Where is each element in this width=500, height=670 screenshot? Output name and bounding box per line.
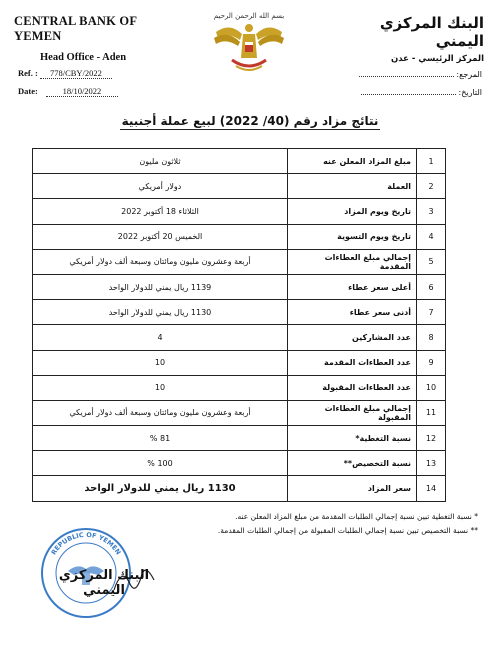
footnotes: [98, 510, 478, 538]
footnote-allocation: ** نسبة التخصيص تبين نسبة إجمالي الطلبات المقبولة من إجمالي الطلبات المقدمة.: [217, 526, 478, 535]
arabic-date-row: [342, 88, 482, 97]
row-label: عدد العطاءات المقبولة: [288, 375, 417, 400]
table-row: [33, 400, 446, 425]
row-number: 9: [417, 350, 446, 375]
arabic-office-name: المركز الرئيسي - عدن: [390, 54, 484, 64]
table-row: [33, 300, 446, 325]
row-number: 12: [417, 426, 446, 451]
row-value: 10: [33, 350, 288, 375]
row-number: 4: [417, 224, 446, 249]
svg-text:REPUBLIC OF YEMEN: [50, 531, 123, 556]
row-value: أربعة وعشرون مليون ومائتان وسبعة ألف دولار أمريكي: [33, 249, 288, 274]
row-value: دولار أمريكي: [33, 174, 288, 199]
arabic-ref-blank: [359, 76, 454, 77]
table-row: [33, 174, 446, 199]
row-value: الثلاثاء 18 أكتوبر 2022: [33, 199, 288, 224]
row-label: تاريخ ويوم المزاد: [288, 199, 417, 224]
arabic-date-blank: [361, 94, 456, 95]
table-row: [33, 149, 446, 174]
row-label: العملة: [288, 174, 417, 199]
row-number: 6: [417, 274, 446, 299]
row-value: 1139 ريال يمني للدولار الواحد: [33, 274, 288, 299]
table-row: [33, 325, 446, 350]
row-number: 13: [417, 451, 446, 476]
row-label: مبلغ المزاد المعلن عنه: [288, 149, 417, 174]
table-row: [33, 224, 446, 249]
row-value: 4: [33, 325, 288, 350]
row-label: عدد المشاركين: [288, 325, 417, 350]
row-label: تاريخ ويوم التسوية: [288, 224, 417, 249]
table-row: [33, 199, 446, 224]
english-bank-name: CENTRAL BANK OF YEMEN: [14, 14, 137, 43]
table-row: [33, 451, 446, 476]
arabic-date-label: التاريخ:: [458, 88, 482, 97]
table-row: [33, 249, 446, 274]
row-number: 7: [417, 300, 446, 325]
row-label: إجمالي مبلغ العطاءات المقدمة: [288, 249, 417, 274]
table-row: [33, 274, 446, 299]
row-number: 11: [417, 400, 446, 425]
row-number: 5: [417, 249, 446, 274]
row-label: إجمالي مبلغ العطاءات المقبولة: [288, 400, 417, 425]
row-value: 1130 ريال يمني للدولار الواحد: [33, 476, 288, 501]
row-number: 3: [417, 199, 446, 224]
english-office-name: Head Office - Aden: [40, 52, 127, 63]
row-label: سعر المزاد: [288, 476, 417, 501]
row-value: 81 %: [33, 426, 288, 451]
table-row: [33, 350, 446, 375]
date-label: Date:: [18, 86, 38, 96]
national-emblem-icon: [210, 8, 288, 78]
date-row: [18, 86, 118, 97]
document-title: نتائج مزاد رقم (40/ 2022) لبيع عملة أجنبية: [121, 114, 379, 128]
row-number: 8: [417, 325, 446, 350]
row-value: الخميس 20 أكتوبر 2022: [33, 224, 288, 249]
emblem-basmala: بسم الله الرحمن الرحيم: [213, 12, 285, 20]
row-value: 10: [33, 375, 288, 400]
arabic-ref-label: المرجع:: [456, 70, 482, 79]
row-label: عدد العطاءات المقدمة: [288, 350, 417, 375]
row-value: ثلاثون مليون: [33, 149, 288, 174]
english-header: [14, 14, 164, 63]
ref-label: Ref. :: [18, 68, 38, 78]
row-label: أدنى سعر عطاء: [288, 300, 417, 325]
table-row: [33, 375, 446, 400]
row-label: أعلى سعر عطاء: [288, 274, 417, 299]
footnote-coverage: * نسبة التغطية تبين نسبة إجمالي الطلبات المقدمة من مبلغ المزاد المعلن عنه.: [235, 512, 478, 521]
row-value: 1130 ريال يمني للدولار الواحد: [33, 300, 288, 325]
arabic-ref-row: [342, 70, 482, 79]
date-value: 18/10/2022: [46, 86, 118, 97]
row-value: 100 %: [33, 451, 288, 476]
row-label: نسبة التغطية*: [288, 426, 417, 451]
ref-value: 778/CBY/2022: [40, 68, 112, 79]
stamp-bank-name: البنك المركزي اليمني: [58, 568, 150, 598]
auction-results-table: [32, 148, 446, 502]
arabic-bank-name: البنك المركزي اليمني: [379, 14, 484, 50]
arabic-header: [334, 14, 484, 64]
row-value: أربعة وعشرون مليون ومائتان وسبعة ألف دولار أمريكي: [33, 400, 288, 425]
table-row: [33, 426, 446, 451]
row-number: 2: [417, 174, 446, 199]
row-label: نسبة التخصيص**: [288, 451, 417, 476]
table-row: [33, 476, 446, 501]
row-number: 14: [417, 476, 446, 501]
reference-row: [18, 68, 112, 79]
row-number: 10: [417, 375, 446, 400]
row-number: 1: [417, 149, 446, 174]
stamp-ring-text: REPUBLIC OF YEMEN: [49, 530, 123, 557]
